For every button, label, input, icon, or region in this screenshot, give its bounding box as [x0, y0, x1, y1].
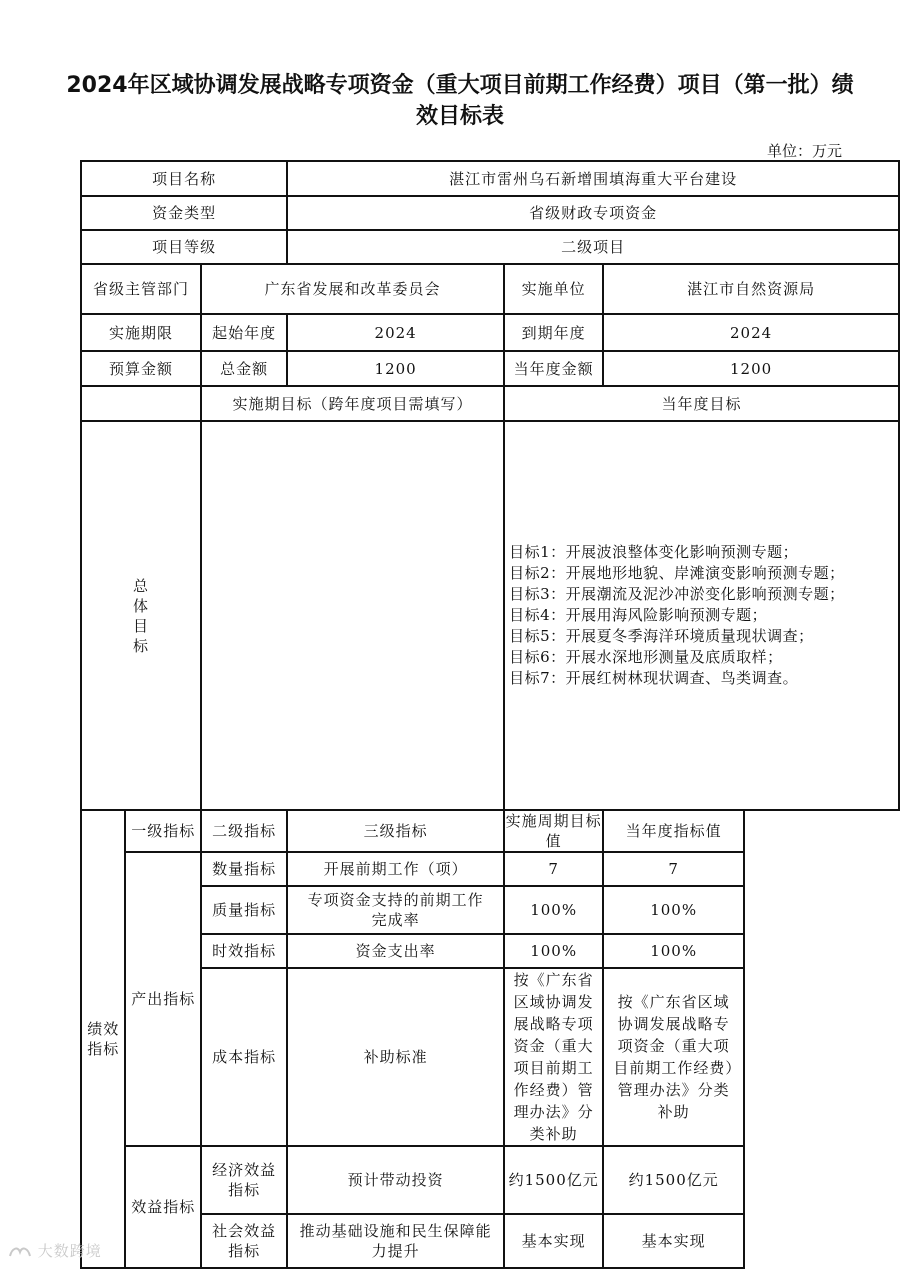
- period-value-header: 实施周期目标值: [505, 812, 602, 850]
- indicator-period-value: 100%: [504, 886, 603, 934]
- indicator-level2: 质量指标: [201, 886, 287, 934]
- indicator-level2: 社会效益指标: [201, 1214, 287, 1268]
- indicator-level3: 专项资金支持的前期工作完成率: [287, 886, 504, 934]
- row-project-name: [81, 161, 899, 196]
- project-name-label: 项目名称: [81, 161, 287, 196]
- end-year-label: 到期年度: [504, 314, 603, 351]
- performance-indicator-label-text: 绩效指标: [87, 1020, 120, 1058]
- indicator-annual-value: 100%: [603, 886, 744, 934]
- table-row: [81, 852, 899, 886]
- indicator-level2: 时效指标: [201, 934, 287, 968]
- fund-type-label: 资金类型: [81, 196, 287, 230]
- row-fund-type: [81, 196, 899, 230]
- project-level-value: 二级项目: [287, 230, 899, 264]
- row-overall-goal: [81, 421, 899, 810]
- indicator-annual-value: 按《广东省区域协调发展战略专项资金（重大项目前期工作经费）管理办法》分类补助: [603, 968, 744, 1146]
- annual-value-header: 当年度指标值: [603, 810, 744, 852]
- period-goal-text: [201, 421, 504, 810]
- indicator-period-value: 基本实现: [504, 1214, 603, 1268]
- impl-unit-value: 湛江市自然资源局: [603, 264, 899, 314]
- impl-unit-label: 实施单位: [504, 264, 603, 314]
- overall-goal-label-text: 总体目标: [132, 576, 149, 655]
- document-title: 2024年区域协调发展战略专项资金（重大项目前期工作经费）项目（第一批）绩效目标表: [66, 73, 854, 129]
- row-budget: [81, 351, 899, 386]
- budget-label: 预算金额: [81, 351, 201, 386]
- annual-goal-text: 目标1：开展波浪整体变化影响预测专题； 目标2：开展地形地貌、岸滩演变影响预测专题； 目标3：开展潮流及泥沙冲淤变化影响预测专题； 目标4：开展用海风险影响预测专题； 目标5：开展夏冬季海洋环境质量现状调查； 目标6：开展水深地形测量及底质取样； 目标7：开展红树林现状调查、鸟类调查。: [504, 421, 899, 810]
- end-year-value: 2024: [603, 314, 899, 351]
- unit-label: 单位：万元: [766, 142, 842, 160]
- indicator-period-value: 7: [504, 852, 603, 886]
- level2-header: 二级指标: [201, 810, 287, 852]
- level1-header: 一级指标: [125, 810, 200, 852]
- indicator-annual-value: 100%: [603, 934, 744, 968]
- indicator-level3: 预计带动投资: [287, 1146, 504, 1214]
- indicator-annual-value: 7: [603, 852, 744, 886]
- row-department: [81, 264, 899, 314]
- goal-header-blank: [81, 386, 201, 421]
- annual-goal-header: 当年度目标: [504, 386, 899, 421]
- row-indicator-headers: [81, 810, 899, 852]
- row-project-level: [81, 230, 899, 264]
- indicator-level2: 成本指标: [201, 968, 287, 1146]
- indicator-annual-value: 约1500亿元: [603, 1146, 744, 1214]
- output-indicator-label: 产出指标: [125, 852, 200, 1146]
- table-row: [81, 1214, 899, 1268]
- level3-header: 三级指标: [287, 810, 504, 852]
- watermark: [8, 1240, 102, 1261]
- indicator-level3: 资金支出率: [287, 934, 504, 968]
- dept-value: 广东省发展和改革委员会: [201, 264, 504, 314]
- row-period: [81, 314, 899, 351]
- start-year-value: 2024: [287, 314, 504, 351]
- table-row: [81, 934, 899, 968]
- indicator-period-value: 100%: [504, 934, 603, 968]
- performance-indicator-label: [81, 810, 125, 1268]
- total-value: 1200: [287, 351, 504, 386]
- indicator-level3: 补助标准: [287, 968, 504, 1146]
- watermark-text: 大数跨境: [37, 1242, 102, 1260]
- fund-type-value: 省级财政专项资金: [287, 196, 899, 230]
- benefit-indicator-label: 效益指标: [125, 1146, 200, 1268]
- indicator-period-value: 约1500亿元: [504, 1146, 603, 1214]
- watermark-logo-icon: [8, 1244, 32, 1260]
- dept-label: 省级主管部门: [81, 264, 201, 314]
- project-level-label: 项目等级: [81, 230, 287, 264]
- annual-amount-label: 当年度金额: [504, 351, 603, 386]
- table-row: [81, 886, 899, 934]
- performance-table: [80, 160, 900, 1269]
- row-goal-headers: [81, 386, 899, 421]
- indicator-period-value: 按《广东省区域协调发展战略专项资金（重大项目前期工作经费）管理办法》分类补助: [504, 968, 603, 1146]
- indicator-level3: 开展前期工作（项）: [287, 852, 504, 886]
- annual-amount-value: 1200: [603, 351, 899, 386]
- table-row: [81, 1146, 899, 1214]
- indicator-annual-value: 基本实现: [603, 1214, 744, 1268]
- total-label: 总金额: [201, 351, 287, 386]
- start-year-label: 起始年度: [201, 314, 287, 351]
- indicator-level2: 数量指标: [201, 852, 287, 886]
- indicator-level3: 推动基础设施和民生保障能力提升: [287, 1214, 504, 1268]
- indicator-level2: 经济效益指标: [201, 1146, 287, 1214]
- project-name-value: 湛江市雷州乌石新增围填海重大平台建设: [287, 161, 899, 196]
- table-row: [81, 968, 899, 1146]
- period-label: 实施期限: [81, 314, 201, 351]
- period-goal-header: 实施期目标（跨年度项目需填写）: [201, 386, 504, 421]
- overall-goal-label: [81, 421, 201, 810]
